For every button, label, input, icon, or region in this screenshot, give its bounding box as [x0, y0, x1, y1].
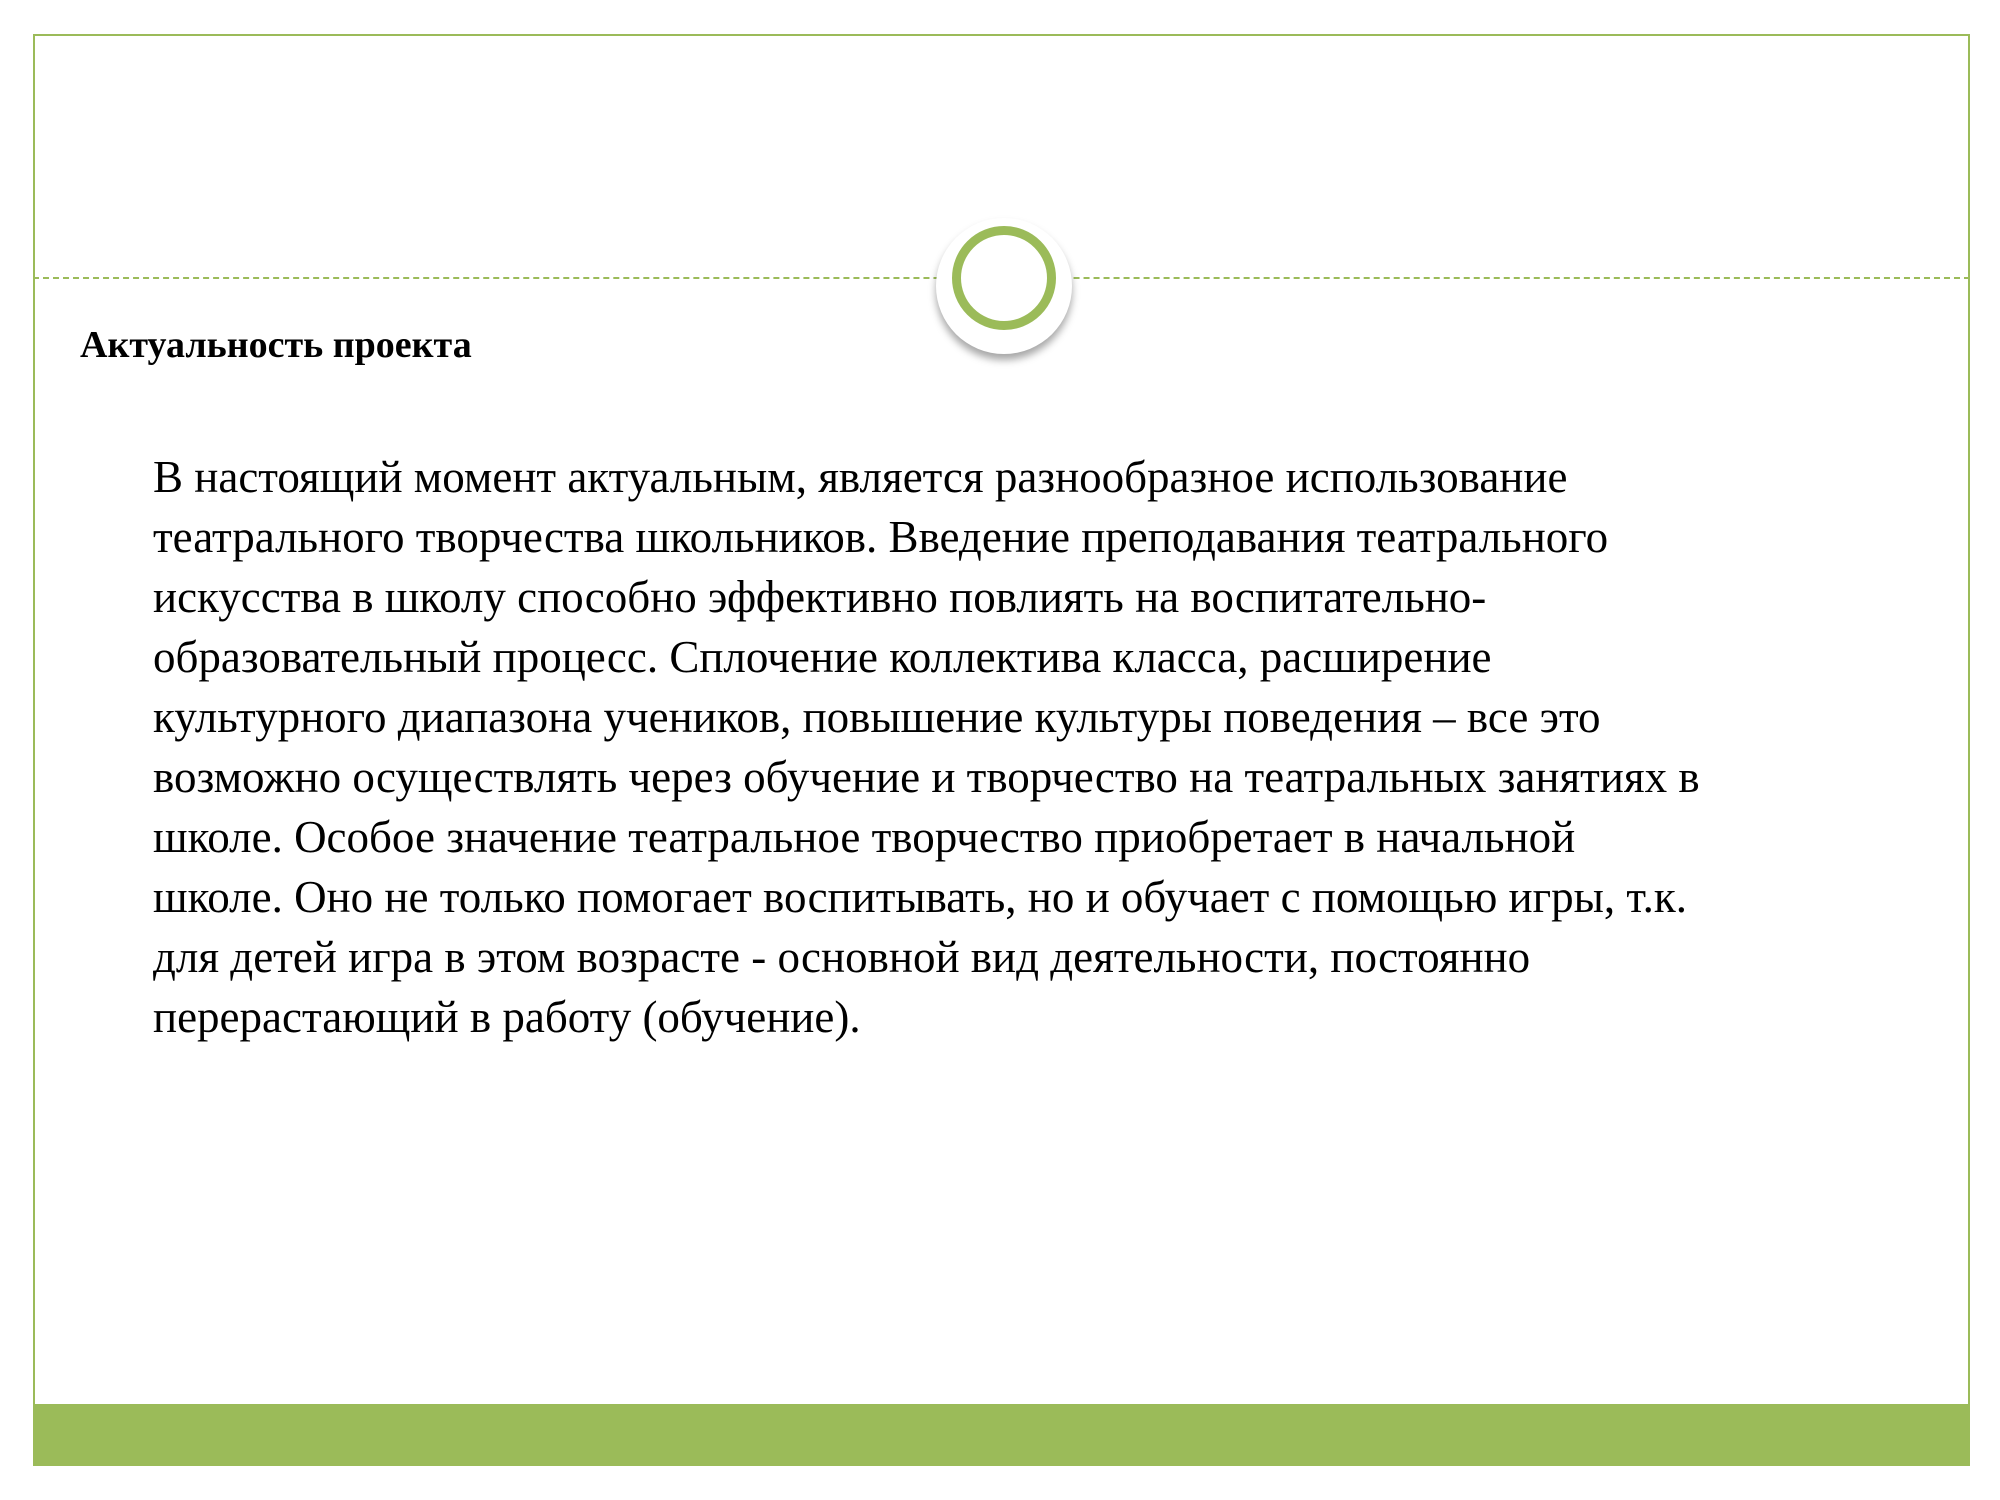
body-line: школе. Оно не только помогает воспитывать, но и обучает с помощью игры, т.к. [153, 872, 1687, 922]
body-line: искусства в школу способно эффективно повлиять на воспитательно- [153, 572, 1487, 622]
body-line: культурного диапазона учеников, повышение культуры поведения – все это [153, 692, 1601, 742]
body-line: перерастающий в работу (обучение). [153, 992, 861, 1042]
slide-body [153, 447, 1913, 1047]
body-line: образовательный процесс. Сплочение коллектива класса, расширение [153, 632, 1492, 682]
body-line: школе. Особое значение театральное творчество приобретает в начальной [153, 812, 1576, 862]
footer-bar [33, 1404, 1970, 1466]
ring-icon [952, 226, 1056, 330]
slide-title: Актуальность проекта [80, 324, 472, 366]
body-line: театрального творчества школьников. Введение преподавания театрального [153, 512, 1609, 562]
body-line: возможно осуществлять через обучение и творчество на театральных занятиях в [153, 752, 1700, 802]
body-line: для детей игра в этом возрасте - основной вид деятельности, постоянно [153, 932, 1531, 982]
body-line: В настоящий момент актуальным, является разнообразное использование [153, 452, 1568, 502]
